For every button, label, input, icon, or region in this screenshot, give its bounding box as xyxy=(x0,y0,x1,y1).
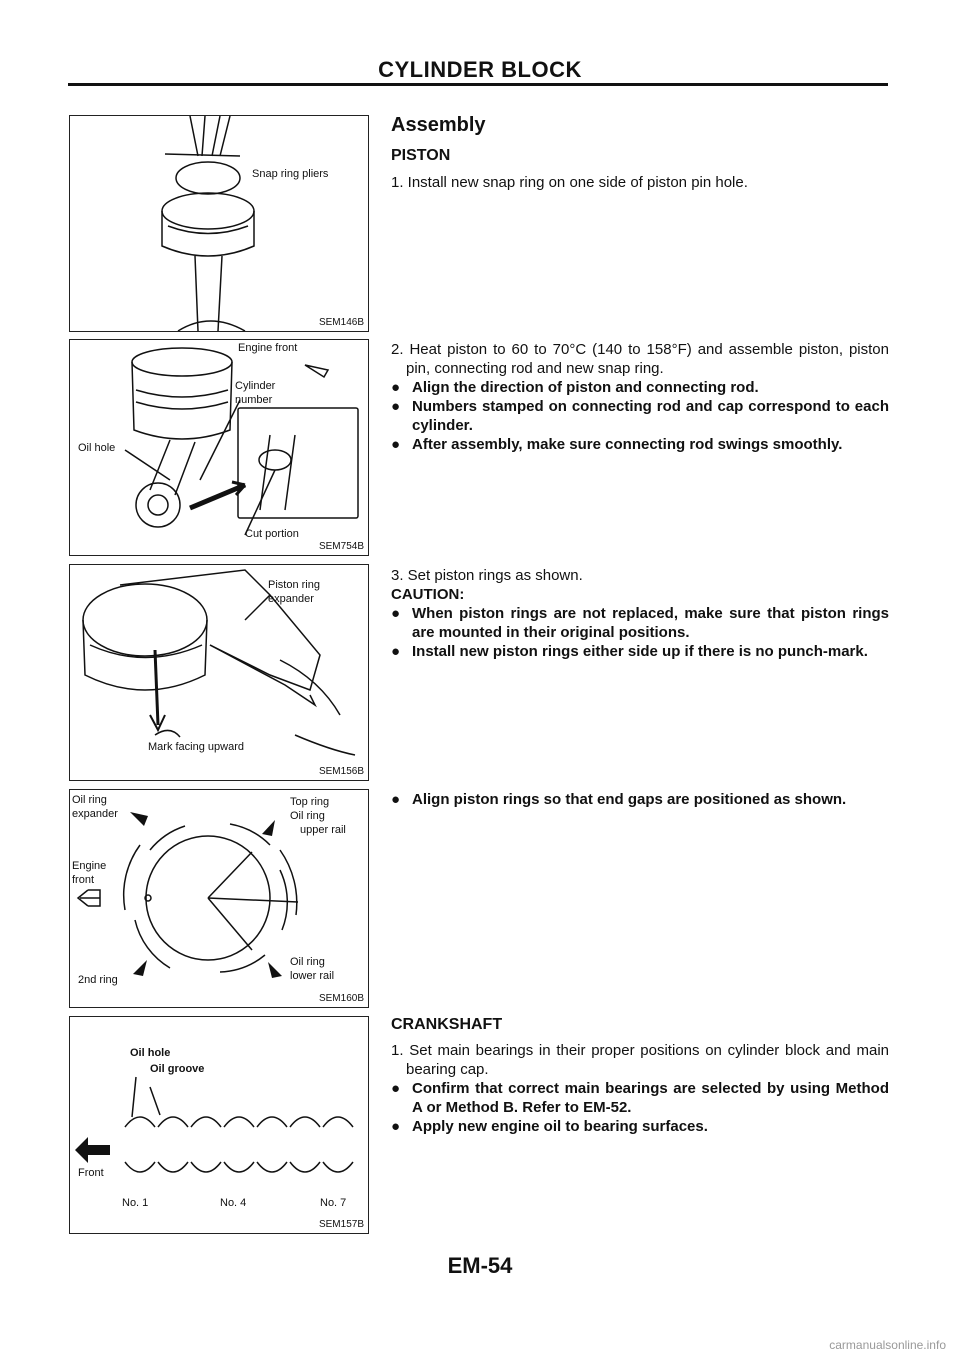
bullet-icon: ● xyxy=(391,605,401,622)
label-expander: expander xyxy=(72,808,118,820)
label-snap-ring-pliers: Snap ring pliers xyxy=(252,168,329,180)
bullet-icon: ● xyxy=(391,398,401,415)
label-no7: No. 7 xyxy=(320,1197,347,1209)
watermark: carmanualsonline.info xyxy=(829,1338,946,1352)
bullet-item: ● Align the direction of piston and connecting rod. xyxy=(391,379,759,396)
page-number: EM-54 xyxy=(447,1253,513,1278)
label-oil-ring-lower: Oil ring xyxy=(290,956,325,968)
label-no4: No. 4 xyxy=(220,1197,247,1209)
bullet-item: ● Confirm that correct main bearings are selected by using Method A or Method B. Refer to EM-52. xyxy=(391,1080,889,1116)
crankshaft-step-1: 1. Set main bearings in their proper positions on cylinder block and main bearing cap. xyxy=(391,1042,889,1078)
figure-code: SEM160B xyxy=(318,993,364,1004)
bullet-icon: ● xyxy=(391,1118,401,1135)
piston-step-3: 3. Set piston rings as shown. xyxy=(391,567,583,584)
bullet-item: ● Apply new engine oil to bearing surfaces. xyxy=(391,1118,708,1135)
label-engine: Engine xyxy=(72,860,107,872)
bullet-icon: ● xyxy=(391,791,401,808)
piston-step-3-block xyxy=(391,566,889,661)
figure-snap-ring-pliers xyxy=(69,115,369,332)
figure-code: SEM156B xyxy=(318,766,364,777)
piston-heading: PISTON xyxy=(391,147,451,164)
label-oil-ring-expander: Oil ring xyxy=(72,794,107,806)
snap-ring-pliers-illustration xyxy=(70,116,368,331)
label-top-ring: Top ring xyxy=(290,796,330,808)
label-piston-ring: Piston ring xyxy=(268,579,320,591)
bullet-item: ● After assembly, make sure connecting rod swings smoothly. xyxy=(391,436,843,453)
bullet-icon: ● xyxy=(391,1080,401,1097)
label-lower-rail: lower rail xyxy=(290,970,335,982)
bullet-icon: ● xyxy=(391,643,401,660)
label-upper-rail: upper rail xyxy=(300,824,346,836)
figure-code: SEM157B xyxy=(318,1219,364,1230)
bullet-item: ● Numbers stamped on connecting rod and cap correspond to each cylinder. xyxy=(391,398,889,434)
label-front: Front xyxy=(78,1167,104,1179)
figure-connecting-rod xyxy=(69,339,369,556)
assembly-section xyxy=(391,114,889,192)
label-oil-ring-upper: Oil ring xyxy=(290,810,325,822)
caution-label: CAUTION: xyxy=(391,586,465,603)
label-oil-hole: Oil hole xyxy=(78,442,116,454)
label-front: front xyxy=(72,874,95,886)
label-2nd-ring: 2nd ring xyxy=(78,974,118,986)
figure-ring-end-gaps xyxy=(69,789,369,1008)
label-cylinder: Cylinder xyxy=(235,380,276,392)
label-expander: expander xyxy=(268,593,314,605)
crankshaft-section xyxy=(391,1015,889,1136)
bullet-item: ● Align piston rings so that end gaps are positioned as shown. xyxy=(391,791,847,808)
figure-code: SEM146B xyxy=(318,317,364,328)
assembly-title: Assembly xyxy=(391,114,486,136)
figure-main-bearings xyxy=(69,1016,369,1234)
label-cut-portion: Cut portion xyxy=(245,528,299,540)
label-mark-facing-upward: Mark facing upward xyxy=(148,741,244,753)
gap-block xyxy=(391,790,889,809)
bullet-icon: ● xyxy=(391,379,401,396)
figure-piston-ring-expander xyxy=(69,564,369,781)
piston-step-2-block xyxy=(391,340,889,454)
label-number: number xyxy=(235,394,273,406)
piston-step-2: 2. Heat piston to 60 to 70°C (140 to 158°F) and assemble piston, piston pin, connecting rod and new snap ring. xyxy=(391,341,889,377)
crankshaft-heading: CRANKSHAFT xyxy=(391,1016,503,1033)
figure-code: SEM754B xyxy=(318,541,364,552)
header-rule xyxy=(68,83,888,86)
piston-step-1: 1. Install new snap ring on one side of piston pin hole. xyxy=(391,174,748,191)
bullet-item: ● When piston rings are not replaced, make sure that piston rings are mounted in their original positions. xyxy=(391,605,889,641)
label-engine-front: Engine front xyxy=(238,342,298,354)
bullet-icon: ● xyxy=(391,436,401,453)
label-no1: No. 1 xyxy=(122,1197,149,1209)
section-title: CYLINDER BLOCK xyxy=(378,57,582,82)
bullet-item: ● Install new piston rings either side up if there is no punch-mark. xyxy=(391,643,868,660)
label-oil-hole: Oil hole xyxy=(130,1047,171,1059)
label-oil-groove: Oil groove xyxy=(150,1063,205,1075)
